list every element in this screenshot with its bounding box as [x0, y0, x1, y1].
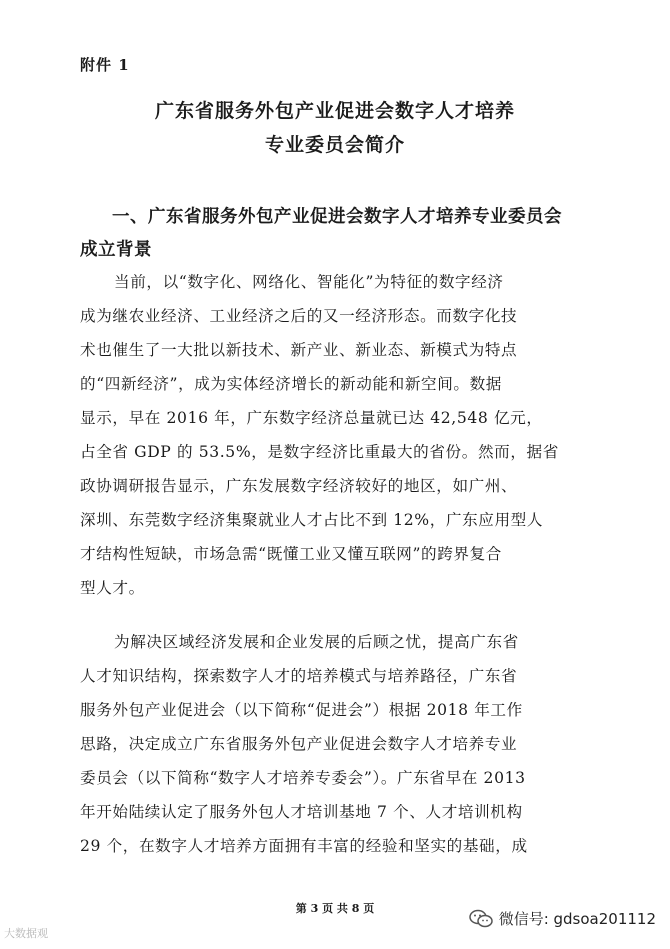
page-number: 第 3 页 共 8 页	[295, 902, 375, 915]
paragraph-line: 29 个，在数字人才培养方面拥有丰富的经验和坚实的基础，成	[80, 837, 528, 855]
document-title-line-1: 广东省服务外包产业促进会数字人才培养	[154, 100, 515, 122]
footer-logo: 大数据观	[4, 927, 48, 940]
paragraph-line: 成为继农业经济、工业经济之后的又一经济形态。而数字化技	[80, 307, 518, 325]
document-title-line-2: 专业委员会简介	[264, 134, 405, 156]
paragraph-line: 显示，早在 2016 年，广东数字经济总量就已达 42,548 亿元，	[80, 409, 543, 427]
paragraph-line: 深圳、东莞数字经济集聚就业人才占比不到 12%，广东应用型人	[80, 511, 544, 529]
paragraph-line: 人才知识结构，探索数字人才的培养模式与培养路径，广东省	[80, 667, 518, 685]
paragraph-line: 年开始陆续认定了服务外包人才培训基地 7 个、人才培训机构	[80, 803, 523, 821]
wechat-label: 微信号: gdsoa201112	[498, 910, 656, 928]
paragraph-line: 才结构性短缺，市场急需“既懂工业又懂互联网”的跨界复合	[80, 545, 502, 563]
paragraph-line: 服务外包产业促进会（以下简称“促进会”）根据 2018 年工作	[80, 701, 523, 719]
paragraph-line: 的“四新经济”，成为实体经济增长的新动能和新空间。数据	[80, 375, 502, 393]
section-heading-line-2: 成立背景	[80, 240, 152, 260]
wechat-watermark	[469, 908, 656, 929]
paragraph-line: 占全省 GDP 的 53.5%，是数字经济比重最大的省份。然而，据省	[80, 443, 559, 461]
paragraph-line: 术也催生了一大批以新技术、新产业、新业态、新模式为特点	[80, 341, 518, 359]
paragraph-line: 当前，以“数字化、网络化、智能化”为特征的数字经济	[114, 273, 504, 291]
paragraph-line: 型人才。	[80, 579, 145, 597]
paragraph-line: 思路，决定成立广东省服务外包产业促进会数字人才培养专业	[80, 735, 518, 753]
paragraph-line: 政协调研报告显示，广东发展数字经济较好的地区，如广州、	[80, 477, 518, 495]
paragraph-line: 委员会（以下简称“数字人才培养专委会”）。广东省早在 2013	[80, 769, 526, 787]
paragraph-line: 为解决区域经济发展和企业发展的后顾之忧，提高广东省	[114, 633, 519, 651]
wechat-icon	[469, 909, 493, 929]
attachment-label: 附件 1	[80, 56, 130, 74]
section-heading-line-1: 一、广东省服务外包产业促进会数字人才培养专业委员会	[112, 207, 562, 227]
